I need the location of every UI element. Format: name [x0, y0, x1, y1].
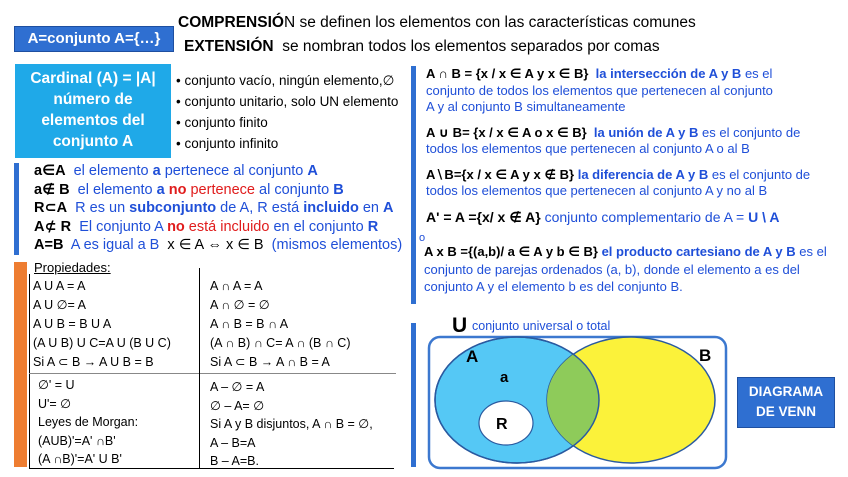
extension-word: EXTENSIÓN	[184, 38, 274, 55]
comprension-word: COMPRENSIÓ	[178, 14, 284, 31]
union-def: A ∪ B= {x / x ∈ A o x ∈ B} la unión de A y B es el conjunto de todos los elementos que pertenecen al conjunto A o al B	[426, 124, 801, 156]
set-a-label: A	[466, 347, 479, 366]
prop-i-4: (A ∩ B) ∩ C= A ∩ (B ∩ C)	[210, 336, 351, 350]
venn-bar	[411, 323, 416, 467]
membership-row-2: a∉ B el elemento a no pertenece al conjunto B	[34, 181, 344, 198]
cardinal-line-1: Cardinal (A) = |A|	[30, 70, 156, 87]
prop-i-2: A ∩ ∅ = ∅	[210, 298, 270, 312]
operations-bar	[411, 66, 416, 304]
venn-title-box	[737, 377, 835, 428]
properties-vline	[199, 268, 200, 468]
prop-i-1: A ∩ A = A	[210, 279, 263, 293]
properties-intersection	[210, 277, 350, 372]
complement-def: A' = A ={x/ x ∉ A} conjunto complementario de A = U \ A	[426, 208, 780, 225]
properties-hline	[29, 373, 396, 374]
venn-diagram	[420, 330, 730, 472]
prop-d-4: A – B=A	[210, 435, 256, 450]
venn-title-line-1: DIAGRAMA	[748, 384, 824, 399]
element-a-label: a	[500, 369, 509, 386]
prop-c-4: (AUB)'=A' ∩B'	[38, 433, 116, 448]
extension-definition	[184, 38, 660, 56]
properties-difference	[210, 378, 373, 471]
universe-symbol: U	[452, 314, 468, 337]
prop-u-2: A U ∅= A	[33, 298, 86, 312]
prop-d-1: A – ∅ = A	[210, 380, 265, 394]
prop-c-5: (A ∩B)'=A' U B'	[38, 452, 122, 466]
extension-text: se nombran todos los elementos separados por comas	[282, 38, 660, 55]
properties-bar	[14, 262, 27, 467]
prop-u-1: A U A = A	[33, 279, 86, 293]
type-empty: • conjunto vacío, ningún elemento,∅	[176, 73, 395, 88]
prop-u-3: A U B = B U A	[33, 317, 112, 331]
properties-title: Propiedades:	[34, 260, 111, 275]
difference-def: A∖B={x / x ∈ A y x ∉ B} la diferencia de A y B es el conjunto de todos los elementos que pertenecen al conjunto A y no al B	[426, 166, 811, 198]
subset-symbol: R⊂A	[34, 200, 68, 216]
stray-o: o	[419, 232, 426, 244]
prop-d-3: Si A y B disjuntos, A ∩ B = ∅,	[210, 417, 373, 431]
venn-title-line-2: DE VENN	[755, 404, 816, 419]
not-member-symbol: a∉ B	[34, 181, 70, 198]
membership-row-4: A⊄ R El conjunto A no está incluido en el conjunto R	[34, 218, 379, 235]
prop-i-5: Si A ⊂ B → A ∩ B = A	[210, 355, 330, 369]
cardinal-box	[15, 64, 171, 158]
comprension-definition	[178, 14, 696, 32]
type-unit: • conjunto unitario, solo UN elemento	[176, 94, 399, 109]
prop-d-5: B – A=B.	[210, 454, 259, 468]
membership-row-3: R⊂A R es un subconjunto de A, R está incluido en A	[34, 200, 394, 216]
cardinal-line-2: número de	[53, 91, 133, 108]
cardinal-line-3: elementos del	[41, 112, 145, 129]
subset-r-label: R	[496, 416, 508, 433]
notation-box: A=conjunto A={…}	[14, 26, 174, 52]
not-subset-symbol: A⊄ R	[34, 218, 72, 235]
prop-i-3: A ∩ B = B ∩ A	[210, 317, 289, 331]
membership-block	[34, 162, 402, 255]
prop-c-3: Leyes de Morgan:	[38, 415, 139, 429]
prop-u-4: (A U B) U C=A U (B U C)	[33, 336, 171, 350]
cardinal-line-4: conjunto A	[52, 133, 134, 150]
membership-row-1: a∈A el elemento a pertenece al conjunto A	[34, 163, 318, 179]
prop-d-2: ∅ – A= ∅	[210, 398, 265, 413]
set-types-list	[176, 70, 398, 154]
prop-c-2: U'= ∅	[38, 396, 72, 411]
properties-complement	[38, 376, 138, 469]
universe-label: conjunto universal o total	[472, 319, 611, 333]
membership-bar	[14, 163, 19, 255]
type-infinite: • conjunto infinito	[176, 136, 279, 151]
type-finite: • conjunto finito	[176, 115, 268, 130]
member-symbol: a∈A	[34, 163, 66, 179]
intersection-def: A ∩ B = {x / x ∈ A y x ∈ B} la intersección de A y B es el conjunto de todos los elementos que pertenecen al conjunto A y al conjunto B simultaneamente	[426, 66, 773, 114]
operations-block	[426, 66, 810, 225]
prop-u-5: Si A ⊂ B → A U B = B	[33, 355, 154, 369]
cartesian-def: A x B ={(a,b)/ a ∈ A y b ∈ B} el producto cartesiano de A y B es el conjunto de parejas ordenados (a, b), donde el elemento a es del conjunto A y el elemento b es del conjunto B.	[424, 244, 827, 294]
set-b-label: B	[699, 346, 712, 365]
properties-union	[33, 277, 171, 372]
membership-row-5: A=B A es igual a B x ∈ A ⇔ x ∈ B (mismos elementos)	[34, 237, 403, 253]
prop-c-1: ∅' = U	[38, 378, 75, 392]
equal-symbol: A=B	[34, 237, 64, 253]
comprension-text: N se definen los elementos con las características comunes	[283, 14, 696, 31]
